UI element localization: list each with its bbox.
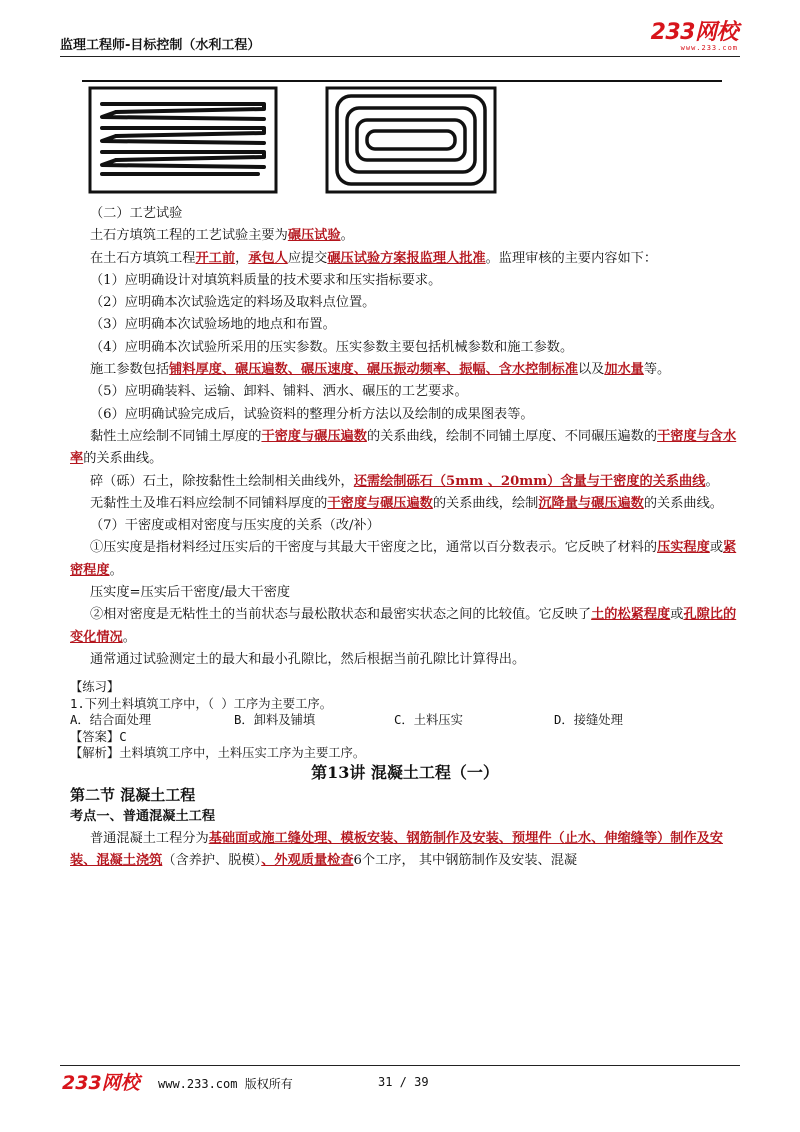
text-run: 。 (122, 629, 136, 645)
brand-logo-url: www.233.com (680, 44, 738, 52)
text-run: 6个工序， 其中钢筋制作及安装、混凝 (353, 853, 578, 869)
paragraph (70, 828, 740, 873)
text-run: 或 (709, 540, 723, 556)
highlight-text: 干密度与含水率 (70, 428, 737, 467)
highlight-text: 加水量 (604, 362, 644, 378)
list-item: （1）应明确设计对填筑料质量的技术要求和压实指标要求。 (90, 272, 442, 288)
document-body (70, 203, 740, 873)
list-item: （7）干密度或相对密度与压实度的关系（改/补） (90, 518, 380, 534)
text-run: ①压实度是指材料经过压实后的干密度与其最大干密度之比，通常以百分数表示。它反映了材料的 (90, 540, 658, 556)
text-run: 的关系曲线。 (83, 451, 163, 467)
exercise-answer: 【答案】C (70, 729, 127, 744)
highlight-text: 孔隙比的变化情况 (70, 607, 737, 645)
option-b: B．卸料及铺填 (234, 713, 316, 728)
option-c: C．土料压实 (394, 713, 463, 728)
highlight-text: 开工前 (195, 250, 236, 266)
paragraph (70, 471, 740, 493)
text-run: 土石方填筑工程的工艺试验主要为 (90, 228, 288, 244)
text-run: 或 (670, 607, 684, 623)
text-run: 以及 (577, 362, 605, 378)
exercise-analysis: 【解析】土料填筑工序中，土料压实工序为主要工序。 (70, 746, 366, 761)
figure-zigzag-layering (88, 86, 278, 194)
list-item: （3）应明确本次试验场地的地点和布置。 (90, 317, 336, 333)
list-item: （6）应明确试验完成后，试验资料的整理分析方法以及绘制的成果图表等。 (90, 406, 534, 422)
highlight-text: 碾压试验 (287, 228, 341, 244)
text-run: ， (235, 250, 249, 266)
list-item: （4）应明确本次试验所采用的压实参数。压实参数主要包括机械参数和施工参数。 (90, 339, 574, 355)
exercise-options (70, 712, 740, 729)
highlight-text: 还需绘制砾石（5mm 、20mm）含量与干密度的关系曲线 (353, 473, 706, 489)
paragraph (70, 493, 740, 515)
text-run: 普通混凝土工程分为 (90, 831, 209, 847)
text-run: 的关系曲线，绘制 (432, 495, 539, 511)
footer-divider (60, 1065, 740, 1066)
brand-logo-text: 233网校 (650, 20, 738, 45)
section-heading: （二）工艺试验 (90, 206, 183, 221)
section-title: 第二节 混凝土工程 (70, 785, 196, 804)
point-title: 考点一、普通混凝土工程 (70, 808, 216, 824)
footer-logo[interactable]: 233网校 (62, 1072, 140, 1094)
highlight-text: 碾压试验方案报监理人批准 (327, 250, 486, 266)
highlight-text: 压实程度 (657, 540, 710, 556)
highlight-text: 紧密程度 (70, 540, 737, 578)
text-run: 无黏性土及堆石料应绘制不同铺料厚度的 (90, 495, 328, 511)
paragraph: 通常通过试验测定土的最大和最小孔隙比，然后根据当前孔隙比计算得出。 (90, 651, 526, 667)
text-run: 施工参数包括 (90, 362, 170, 378)
text-run: ②相对密度是无粘性土的当前状态与最松散状态和最密实状态之间的比较值。它反映了 (90, 607, 592, 623)
text-run: 黏性土应绘制不同铺土厚度的 (90, 428, 262, 444)
text-run: 。监理审核的主要内容如下： (485, 250, 658, 266)
footer-copyright: www.233.com 版权所有 (158, 1077, 293, 1091)
text-run: 。 (109, 562, 123, 578)
list-item: （2）应明确本次试验选定的料场及取料点位置。 (90, 295, 376, 311)
highlight-text: 土的松紧程度 (591, 607, 671, 623)
exercise-tag: 【练习】 (70, 680, 120, 695)
highlight-text: 基础面或施工缝处理、模板安装、钢筋制作及安装、预埋件（止水、伸缩缝等）制作及安装、混凝土浇筑 (70, 831, 723, 869)
text-run: 的关系曲线，绘制不同铺土厚度、不同碾压遍数的 (366, 428, 658, 444)
option-d: D．接缝处理 (554, 713, 623, 728)
paragraph (70, 604, 740, 649)
list-item: （5）应明确装料、运输、卸料、铺料、洒水、碾压的工艺要求。 (90, 384, 468, 400)
page-number: 31 / 39 (378, 1075, 429, 1089)
figure-spiral-layering (325, 86, 497, 194)
highlight-text: 沉降量与碾压遍数 (538, 495, 644, 511)
paragraph (70, 537, 740, 582)
exercise-question: 1.下列土料填筑工序中，（ ）工序为主要工序。 (70, 696, 332, 711)
paragraph (70, 248, 740, 270)
brand-logo[interactable] (651, 22, 738, 52)
paragraph (70, 426, 740, 471)
highlight-text: 干密度与碾压遍数 (327, 495, 433, 511)
exercise-block (70, 679, 740, 762)
text-run: 碎（砾）石土，除按黏性土绘制相关曲线外， (90, 473, 354, 489)
highlight-text: 干密度与碾压遍数 (261, 428, 367, 444)
paragraph (70, 225, 740, 247)
option-a: A．结合面处理 (70, 713, 152, 728)
text-run: 。 (340, 228, 354, 244)
text-run: 。 (705, 473, 719, 489)
paragraph (70, 359, 740, 381)
text-run: 等。 (643, 362, 671, 378)
lecture-title: 第13讲 混凝土工程（一） (311, 762, 499, 782)
text-run: 在土石方填筑工程 (90, 250, 196, 266)
header-divider (60, 56, 740, 57)
text-run: （含养护、脱模） (162, 853, 262, 869)
formula: 压实度=压实后干密度/最大干密度 (90, 585, 291, 601)
header-title: 监理工程师-目标控制（水利工程） (60, 38, 261, 53)
figure-top-rule (82, 80, 722, 82)
text-run: 应提交 (287, 250, 328, 266)
highlight-text: 铺料厚度、碾压遍数、碾压速度、碾压振动频率、振幅、含水控制标准 (169, 362, 578, 378)
highlight-text: 、外观质量检查 (261, 853, 354, 869)
text-run: 的关系曲线。 (643, 495, 723, 511)
highlight-text: 承包人 (248, 250, 288, 266)
